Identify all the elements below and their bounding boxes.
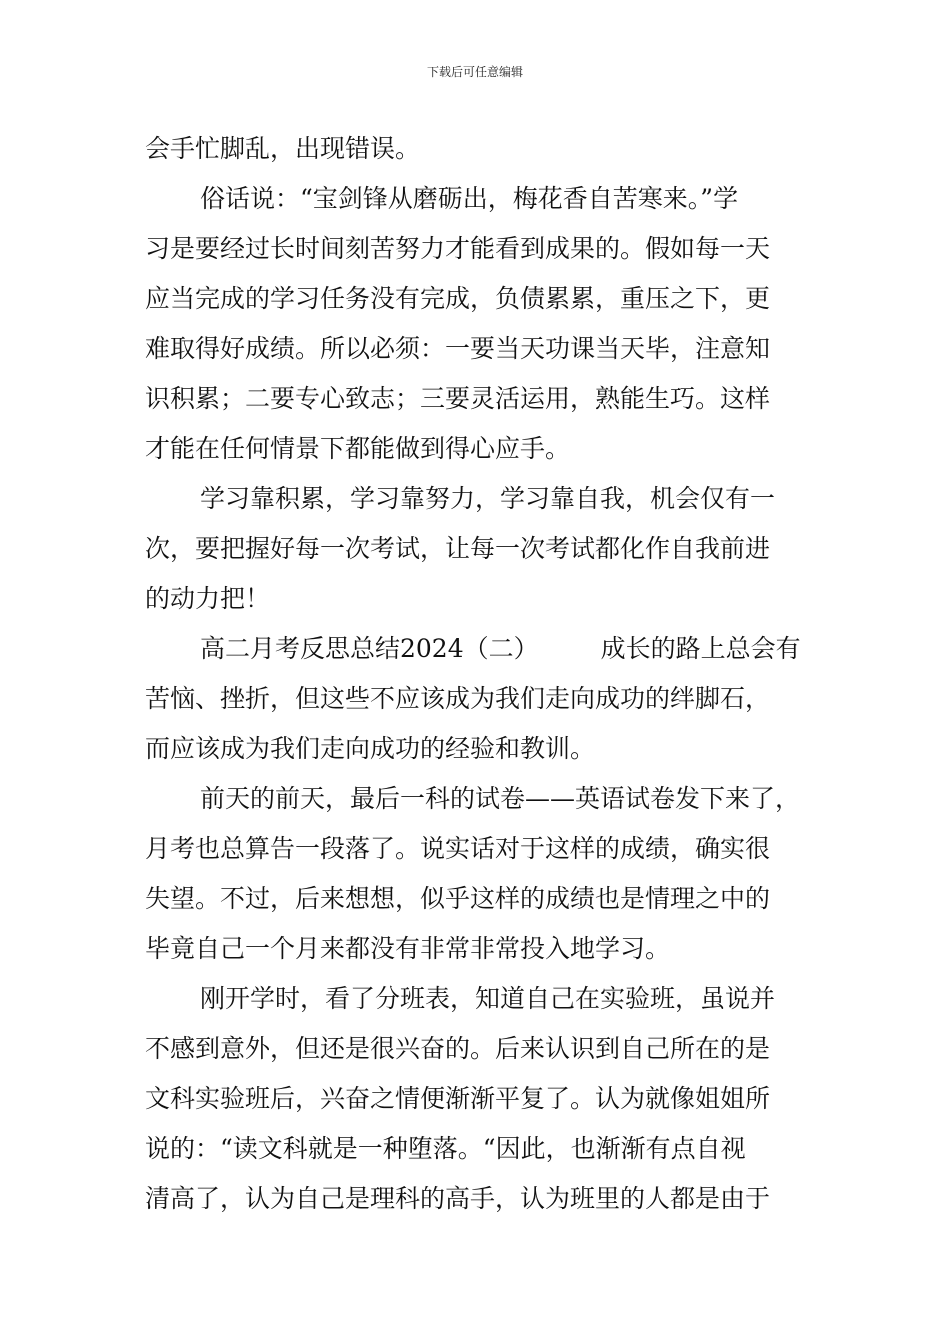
text-line: 才能在任何情景下都能做到得心应手。 bbox=[145, 434, 571, 463]
text-line: 不感到意外，但还是很兴奋的。后来认识到自己所在的是 bbox=[145, 1034, 771, 1063]
page-header: 下载后可任意编辑 bbox=[426, 65, 523, 79]
text-line: 的动力把！ bbox=[145, 584, 271, 613]
text-line: 文科实验班后，兴奋之情便渐渐平复了。认为就像姐姐所 bbox=[145, 1084, 771, 1113]
section-title-line: 高二月考反思总结2024（二） 成长的路上总会有 bbox=[200, 634, 801, 663]
text-line: 说的：“读文科就是一种堕落。“因此，也渐渐有点自视 bbox=[145, 1134, 746, 1163]
text-line: 清高了，认为自己是理科的高手，认为班里的人都是由于 bbox=[145, 1184, 771, 1213]
text-line: 毕竟自己一个月来都没有非常非常投入地学习。 bbox=[145, 934, 671, 963]
text-line: 而应该成为我们走向成功的经验和教训。 bbox=[145, 734, 596, 763]
section-title: 高二月考反思总结2024（二） bbox=[200, 634, 539, 663]
text-line: 失望。不过，后来想想，似乎这样的成绩也是情理之中的 bbox=[145, 884, 771, 913]
text-line: 刚开学时，看了分班表，知道自己在实验班，虽说并 bbox=[200, 984, 776, 1013]
text-line: 月考也总算告一段落了。说实话对于这样的成绩，确实很 bbox=[145, 834, 771, 863]
text-line: 俗话说：“宝剑锋从磨砺出，梅花香自苦寒来。”学 bbox=[200, 184, 739, 213]
text-line: 难取得好成绩。所以必须：一要当天功课当天毕，注意知 bbox=[145, 334, 771, 363]
text-line: 次，要把握好每一次考试，让每一次考试都化作自我前进 bbox=[145, 534, 771, 563]
text-line: 识积累；二要专心致志；三要灵活运用，熟能生巧。这样 bbox=[145, 384, 771, 413]
text-line: 学习靠积累，学习靠努力，学习靠自我，机会仅有一 bbox=[200, 484, 776, 513]
body-text bbox=[145, 124, 810, 1224]
text-line: 会手忙脚乱，出现错误。 bbox=[145, 134, 421, 163]
text-line: 应当完成的学习任务没有完成，负债累累，重压之下，更 bbox=[145, 284, 771, 313]
text-line: 苦恼、挫折，但这些不应该成为我们走向成功的绊脚石， bbox=[145, 684, 771, 713]
text-line: 习是要经过长时间刻苦努力才能看到成果的。假如每一天 bbox=[145, 234, 771, 263]
text-line: 前天的前天，最后一科的试卷——英语试卷发下来了， bbox=[200, 784, 801, 813]
